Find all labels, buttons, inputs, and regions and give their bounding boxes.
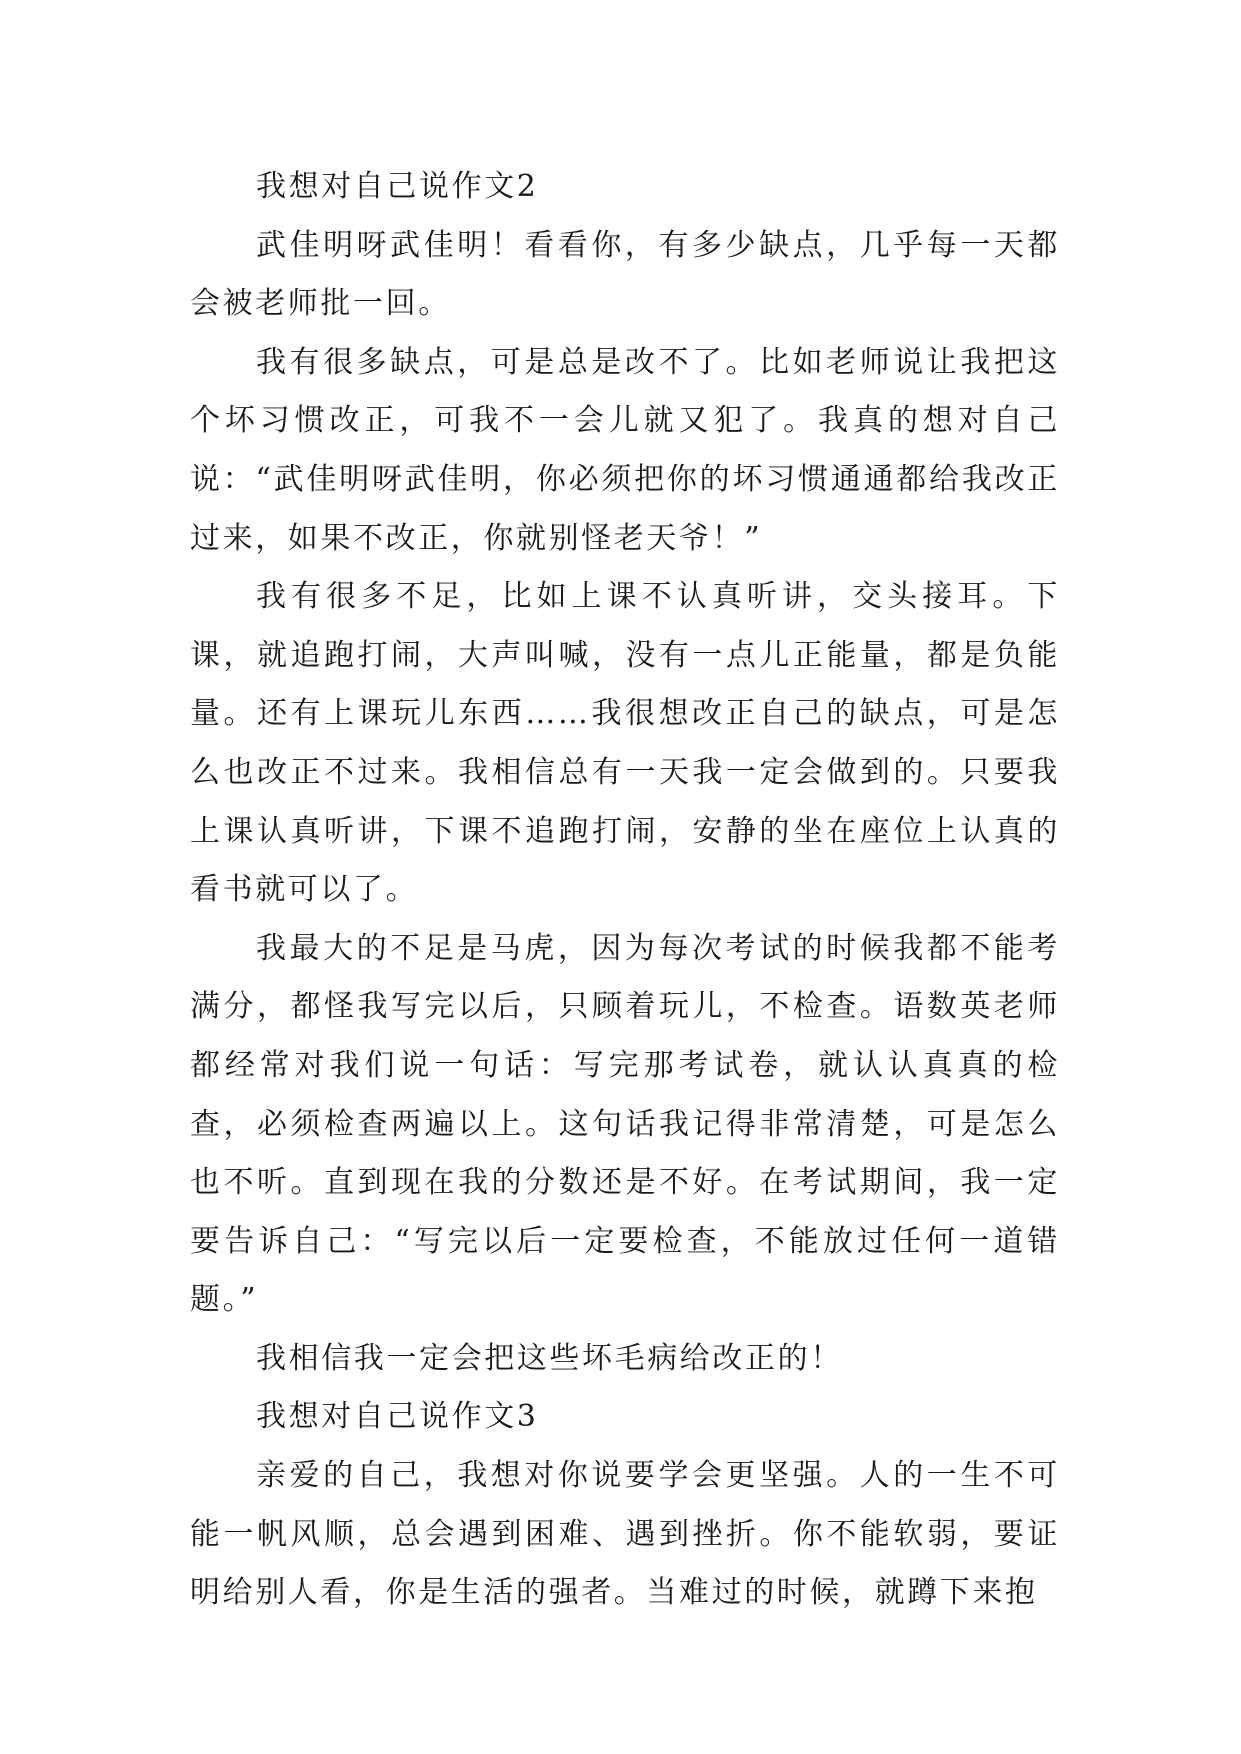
document-body (190, 158, 1060, 1623)
paragraph: 武佳明呀武佳明！看看你，有多少缺点，几乎每一天都会被老师批一回。 (190, 227, 1060, 322)
section-heading: 我想对自己说作文2 (256, 169, 539, 204)
paragraph: 我最大的不足是马虎，因为每次考试的时候我都不能考满分，都怪我写完以后，只顾着玩儿，不检查。语数英老师都经常对我们说一句话：写完那考试卷，就认认真真的检查，必须检查两遍以上。这句话我记得非常清楚，可是怎么也不听。直到现在我的分数还是不好。在考试期间，我一定要告诉自己：“写完以后一定要检查，不能放过任何一道错题。” (190, 930, 1060, 1318)
section-heading: 我想对自己说作文3 (256, 1399, 539, 1435)
paragraph: 亲爱的自己，我想对你说要学会更坚强。人的一生不可能一帆风顺，总会遇到困难、遇到挫折。你不能软弱，要证明给别人看，你是生活的强者。当难过的时候，就蹲下来抱 (190, 1458, 1060, 1611)
paragraph: 我有很多不足，比如上课不认真听讲，交头接耳。下课，就追跑打闹，大声叫喊，没有一点儿正能量，都是负能量。还有上课玩儿东西……我很想改正自己的缺点，可是怎么也改正不过来。我相信总有一天我一定会做到的。只要我上课认真听讲，下课不追跑打闹，安静的坐在座位上认真的看书就可以了。 (190, 579, 1060, 908)
paragraph: 我有很多缺点，可是总是改不了。比如老师说让我把这个坏习惯改正，可我不一会儿就又犯了。我真的想对自己说：“武佳明呀武佳明，你必须把你的坏习惯通通都给我改正过来，如果不改正，你就别怪老天爷！” (190, 344, 1060, 556)
paragraph: 我相信我一定会把这些坏毛病给改正的！ (256, 1340, 843, 1376)
